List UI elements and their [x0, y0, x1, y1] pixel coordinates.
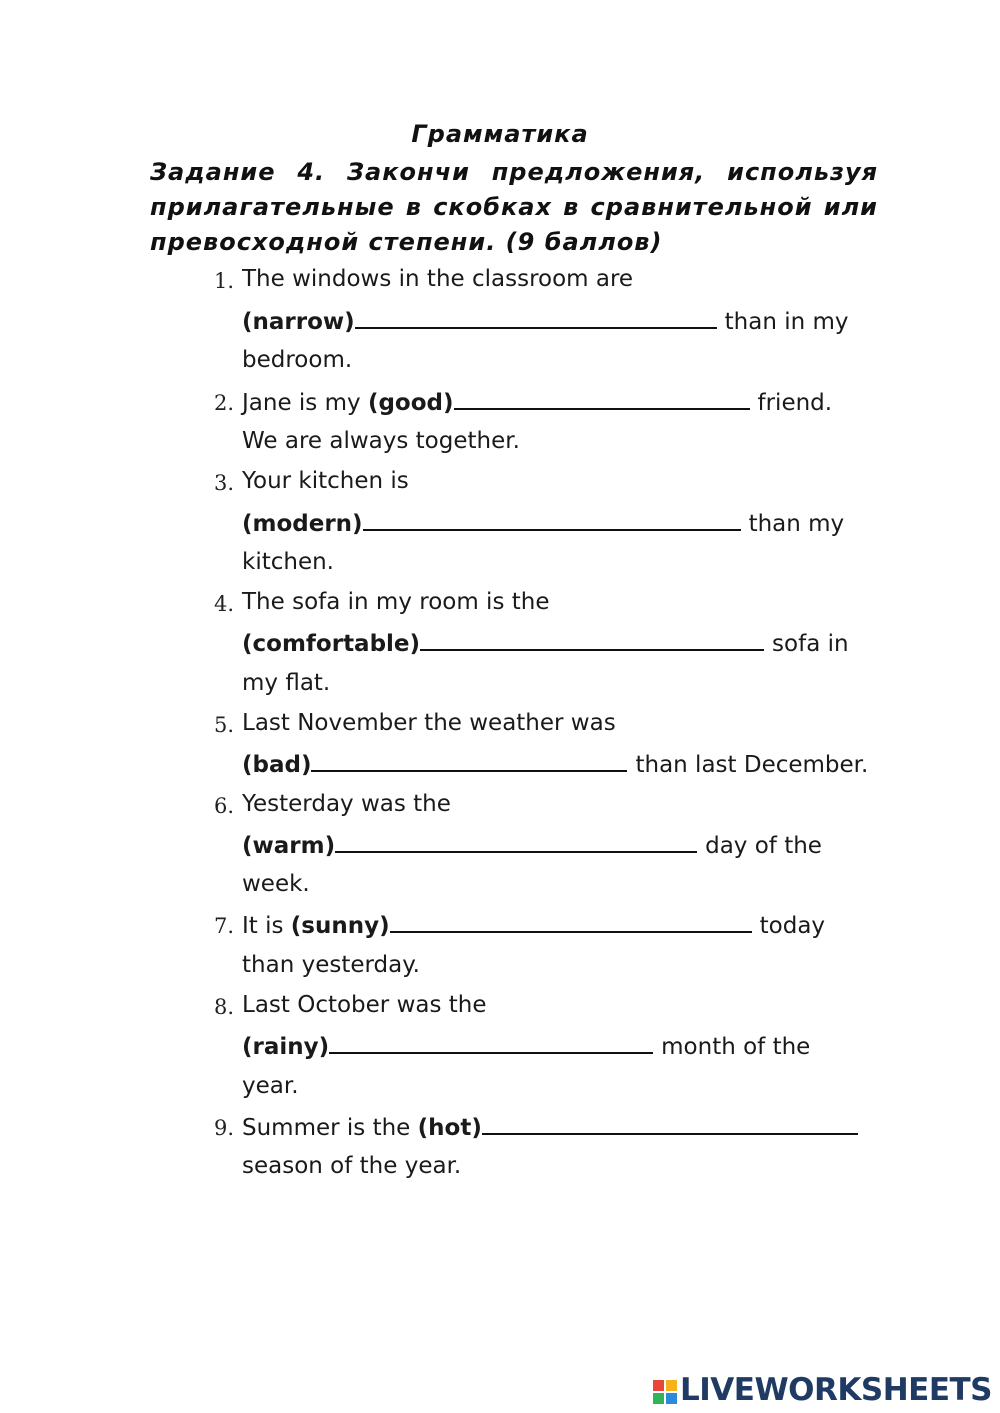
adjective-hint: (warm) [242, 833, 336, 859]
item-answer-line [242, 629, 849, 657]
task-instructions: Задание 4. Закончи предложения, используя прилагательные в скобках в сравнительной или превосходной степени. (9 баллов) [150, 158, 878, 256]
item-number: 6. [213, 794, 234, 818]
item-number: 8. [213, 995, 234, 1019]
item-text: season of the year. [242, 1153, 462, 1179]
adjective-hint: (comfortable) [242, 631, 421, 657]
answer-blank[interactable] [355, 307, 717, 329]
item-text: year. [242, 1073, 299, 1099]
item-text: Last November the weather was [242, 710, 616, 736]
adjective-hint: (bad) [242, 752, 312, 778]
item-text: The sofa in my room is the [242, 589, 550, 615]
page-heading: Грамматика [411, 120, 589, 148]
item-text: month of the [661, 1034, 811, 1060]
liveworksheets-logo[interactable] [653, 1372, 992, 1408]
answer-blank[interactable] [420, 629, 764, 651]
item-answer-line [242, 509, 844, 537]
item-text: than my [748, 511, 845, 537]
adjective-hint: (good) [367, 390, 454, 416]
item-text: friend. [757, 390, 833, 416]
item-text: week. [242, 871, 310, 897]
adjective-hint: (narrow) [242, 309, 355, 335]
answer-blank[interactable] [329, 1032, 653, 1054]
item-text: It is [242, 913, 291, 939]
item-text: We are always together. [242, 428, 520, 454]
item-text: bedroom. [242, 347, 353, 373]
item-text: Your kitchen is [242, 468, 409, 494]
item-number: 3. [213, 471, 234, 495]
adjective-hint: (sunny) [290, 913, 390, 939]
answer-blank[interactable] [311, 750, 627, 772]
item-answer-line [242, 307, 849, 335]
item-text: The windows in the classroom are [242, 266, 634, 292]
item-text: than yesterday. [242, 952, 420, 978]
logo-squares-icon [653, 1380, 677, 1404]
logo-text: LIVEWORKSHEETS [680, 1372, 992, 1408]
item-text: Jane is my [242, 390, 368, 416]
item-answer-line [242, 388, 832, 416]
item-text: than in my [724, 309, 849, 335]
adjective-hint: (hot) [417, 1115, 482, 1141]
item-text: Last October was the [242, 992, 487, 1018]
answer-blank[interactable] [335, 831, 697, 853]
item-answer-line [242, 911, 825, 939]
answer-blank[interactable] [363, 509, 741, 531]
item-text: kitchen. [242, 549, 334, 575]
item-answer-line [242, 1113, 866, 1141]
item-number: 4. [213, 592, 234, 616]
item-text: my flat. [242, 670, 331, 696]
answer-blank[interactable] [454, 388, 750, 410]
item-text: Summer is the [242, 1115, 418, 1141]
item-text: than last December. [635, 752, 869, 778]
item-answer-line [242, 1032, 810, 1060]
item-text: day of the [705, 833, 822, 859]
adjective-hint: (modern) [242, 511, 363, 537]
item-answer-line [242, 831, 822, 859]
item-text: today [759, 913, 826, 939]
item-number: 2. [213, 391, 234, 415]
adjective-hint: (rainy) [242, 1034, 330, 1060]
item-text: sofa in [772, 631, 849, 657]
answer-blank[interactable] [482, 1113, 858, 1135]
item-answer-line [242, 750, 868, 778]
item-text: Yesterday was the [242, 791, 451, 817]
item-number: 7. [213, 914, 234, 938]
item-number: 1. [213, 269, 234, 293]
answer-blank[interactable] [390, 911, 752, 933]
item-number: 9. [213, 1116, 234, 1140]
item-number: 5. [213, 713, 234, 737]
